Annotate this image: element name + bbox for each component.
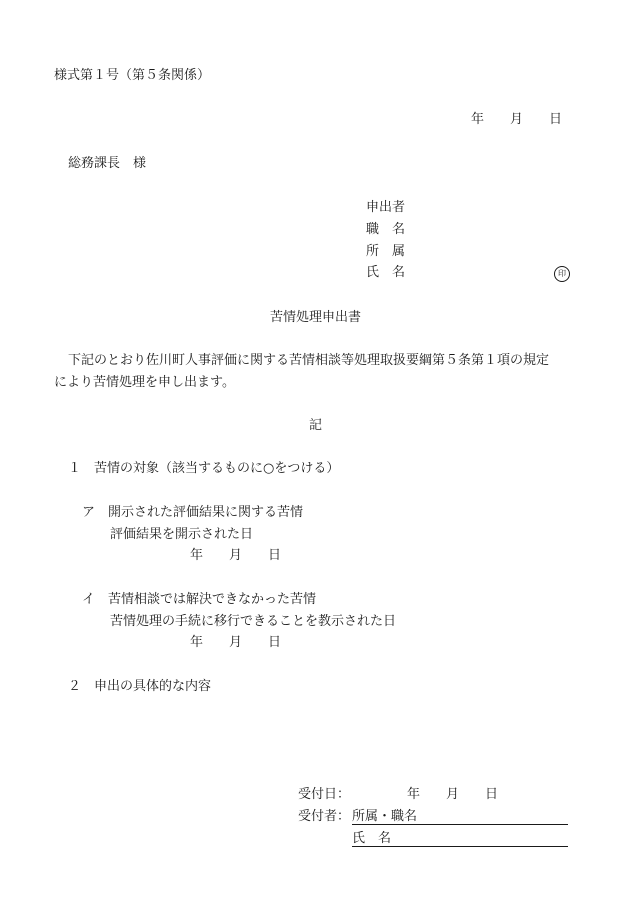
item-a-label: ア 開示された評価結果に関する苦情: [82, 505, 304, 520]
ki-heading: 記: [309, 418, 323, 433]
section1-heading: １ 苦情の対象（該当するものに○をつける）: [68, 461, 340, 476]
date-day: 日: [549, 112, 563, 127]
seal-icon: 印: [554, 266, 570, 282]
applicant-position-label: 職 名: [366, 222, 406, 237]
date-month: 月: [510, 112, 524, 127]
item-a-day: 日: [268, 548, 282, 563]
item-i-date: [190, 635, 281, 651]
receiver-affiliation-underline: [352, 824, 568, 825]
body-line-1: 下記のとおり佐川町人事評価に関する苦情相談等処理取扱要綱第５条第１項の規定: [68, 353, 550, 368]
seal-mark: [554, 265, 570, 282]
submission-date: [471, 112, 562, 128]
item-a-month: 月: [229, 548, 243, 563]
item-a-sub: 評価結果を開示された日: [110, 527, 254, 542]
document-title: 苦情処理申出書: [270, 310, 362, 325]
reception-date-label: 受付日：: [298, 787, 351, 802]
receiver-name-label: 氏 名: [352, 831, 392, 846]
receiver-affiliation-position: 所属・職名: [352, 809, 418, 824]
reception-day: 日: [485, 787, 499, 802]
item-i-label: イ 苦情相談では解決できなかった苦情: [82, 592, 317, 607]
item-i-day: 日: [268, 635, 282, 650]
applicant-affiliation-label: 所 属: [366, 244, 406, 259]
section2-heading: ２ 申出の具体的な内容: [68, 679, 212, 694]
addressee: 総務課長 様: [68, 156, 147, 171]
receiver-label: 受付者：: [298, 809, 351, 824]
item-i-sub: 苦情処理の手続に移行できることを教示された日: [110, 614, 397, 629]
date-year: 年: [471, 112, 485, 127]
item-i-year: 年: [190, 635, 204, 650]
receiver-name-underline: [352, 846, 568, 847]
applicant-name-label: 氏 名: [366, 265, 406, 280]
applicant-heading: 申出者: [366, 200, 406, 215]
form-number: 様式第１号（第５条関係）: [54, 68, 211, 83]
item-a-year: 年: [190, 548, 204, 563]
reception-date: [407, 787, 498, 803]
item-i-month: 月: [229, 635, 243, 650]
reception-month: 月: [446, 787, 460, 802]
body-line-2: により苦情処理を申し出ます。: [54, 375, 235, 390]
reception-year: 年: [407, 787, 421, 802]
item-a-date: [190, 548, 281, 564]
